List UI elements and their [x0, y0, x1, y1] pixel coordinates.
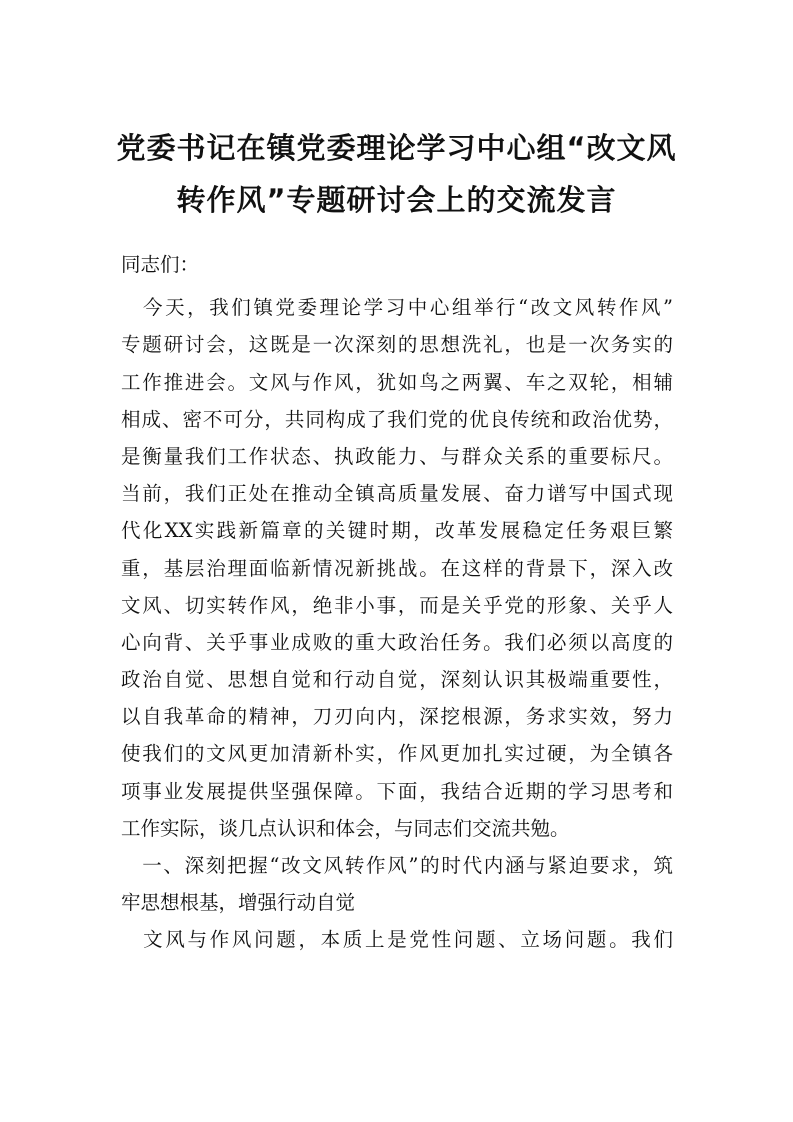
document-title: [110, 122, 683, 226]
paragraph-line: 今天，我们镇党委理论学习中心组举行“改文风转作风”: [121, 296, 673, 320]
heading-line: 一、深刻把握“改文风转作风”的时代内涵与紧迫要求，筑: [121, 854, 673, 877]
paragraph-line: 当前，我们正处在推动全镇高质量发展、奋力谱写中国式现: [121, 482, 673, 506]
paragraph-line: 文风、切实转作风，绝非小事，而是关乎党的形象、关乎人: [121, 593, 673, 617]
paragraph-intro: [121, 289, 673, 847]
paragraph-line: 是衡量我们工作状态、执政能力、与群众关系的重要标尺。: [121, 444, 673, 468]
paragraph-line: 专题研讨会，这既是一次深刻的思想洗礼，也是一次务实的: [121, 333, 673, 357]
document-body: [121, 246, 673, 959]
paragraph-section-1: [121, 921, 673, 958]
title-line-2: 转作风”专题研讨会上的交流发言: [176, 183, 617, 217]
paragraph-line: 相成、密不可分，共同构成了我们党的优良传统和政治优势，: [121, 407, 673, 431]
paragraph-line: 项事业发展提供坚强保障。下面，我结合近期的学习思考和: [121, 779, 673, 803]
paragraph-line: 工作推进会。文风与作风，犹如鸟之两翼、车之双轮，相辅: [121, 370, 673, 394]
title-line-1: 党委书记在镇党委理论学习中心组“改文风: [116, 131, 677, 165]
paragraph-line: 工作实际，谈几点认识和体会，与同志们交流共勉。: [121, 816, 570, 840]
salutation: 同志们：: [121, 253, 200, 276]
paragraph-line: 使我们的文风更加清新朴实，作风更加扎实过硬，为全镇各: [121, 742, 673, 766]
section-heading-1: [121, 847, 673, 921]
paragraph-line: 代化XX实践新篇章的关键时期，改革发展稳定任务艰巨繁: [121, 519, 673, 543]
paragraph-line: 心向背、关乎事业成败的重大政治任务。我们必须以高度的: [121, 630, 673, 654]
paragraph-line: 以自我革命的精神，刀刃向内，深挖根源，务求实效，努力: [121, 705, 673, 729]
paragraph-line: 政治自觉、思想自觉和行动自觉，深刻认识其极端重要性，: [121, 668, 673, 692]
heading-line: 牢思想根基，增强行动自觉: [121, 891, 356, 915]
paragraph-line: 重，基层治理面临新情况新挑战。在这样的背景下，深入改: [121, 556, 673, 580]
paragraph-line: 文风与作风问题，本质上是党性问题、立场问题。我们: [121, 928, 673, 952]
